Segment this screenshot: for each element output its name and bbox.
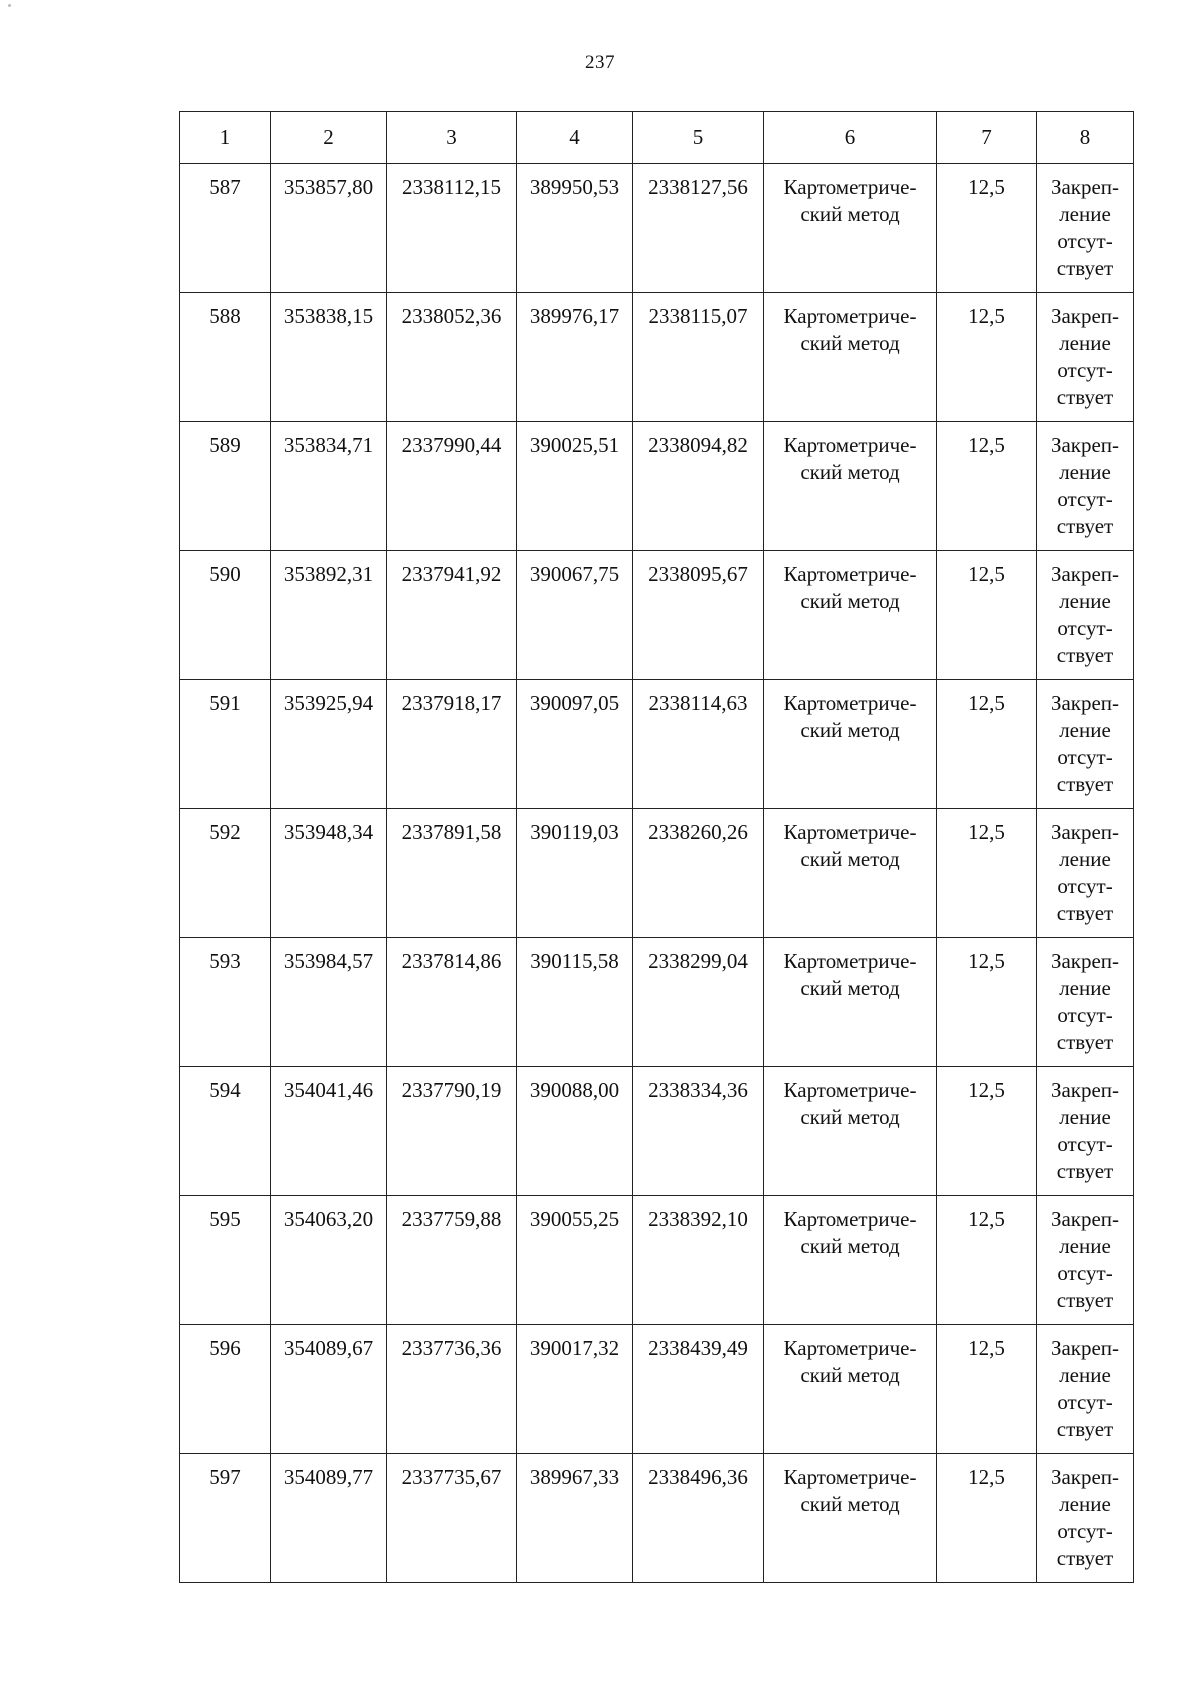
fixation-cell — [1037, 1454, 1134, 1583]
method-text-line: ский метод — [800, 718, 900, 742]
fixation-text-line: ление — [1059, 976, 1111, 1000]
fixation-text-line: ствует — [1056, 1030, 1114, 1054]
fixation-text-line: ствует — [1056, 256, 1114, 280]
method-text-line: Картометриче- — [783, 1465, 917, 1489]
fixation-text-line: Закреп- — [1050, 1078, 1120, 1102]
coordinate-cell: 390115,58 — [517, 938, 633, 1067]
coordinate-cell: 389976,17 — [517, 293, 633, 422]
coordinate-cell: 390088,00 — [517, 1067, 633, 1196]
fixation-cell — [1037, 293, 1134, 422]
coordinate-cell: 2338334,36 — [633, 1067, 764, 1196]
method-cell — [764, 164, 937, 293]
coordinate-cell: 390067,75 — [517, 551, 633, 680]
method-text-line: ский метод — [800, 976, 900, 1000]
fixation-text-line: ление — [1059, 1105, 1111, 1129]
accuracy-cell: 12,5 — [937, 422, 1037, 551]
fixation-text-line: отсут- — [1057, 1261, 1113, 1285]
coordinate-cell: 390017,32 — [517, 1325, 633, 1454]
table-row — [180, 809, 1134, 938]
table-row — [180, 551, 1134, 680]
fixation-text-line: отсут- — [1057, 1132, 1113, 1156]
coordinate-cell: 2338299,04 — [633, 938, 764, 1067]
fixation-text-line: ление — [1059, 847, 1111, 871]
method-text-line: Картометриче- — [783, 175, 917, 199]
point-number-cell: 596 — [180, 1325, 271, 1454]
column-header: 8 — [1037, 112, 1134, 164]
method-text-line: Картометриче- — [783, 691, 917, 715]
method-text-line: Картометриче- — [783, 433, 917, 457]
fixation-text-line: ствует — [1056, 1159, 1114, 1183]
fixation-text-line: ствует — [1056, 772, 1114, 796]
fixation-text-line: ление — [1059, 718, 1111, 742]
point-number-cell: 597 — [180, 1454, 271, 1583]
method-text-line: ский метод — [800, 1105, 900, 1129]
method-text-line: ский метод — [800, 1492, 900, 1516]
fixation-text-line: ствует — [1056, 643, 1114, 667]
coordinate-cell: 390097,05 — [517, 680, 633, 809]
method-text-line: Картометриче- — [783, 1336, 917, 1360]
fixation-text-line: отсут- — [1057, 487, 1113, 511]
fixation-text-line: ствует — [1056, 385, 1114, 409]
column-header: 5 — [633, 112, 764, 164]
point-number-cell: 592 — [180, 809, 271, 938]
table-row — [180, 1325, 1134, 1454]
method-text-line: ский метод — [800, 1363, 900, 1387]
accuracy-cell: 12,5 — [937, 680, 1037, 809]
method-text-line: Картометриче- — [783, 562, 917, 586]
method-text-line: Картометриче- — [783, 820, 917, 844]
coordinate-cell: 353834,71 — [271, 422, 387, 551]
fixation-cell — [1037, 1067, 1134, 1196]
fixation-text-line: ствует — [1056, 1546, 1114, 1570]
fixation-text-line: Закреп- — [1050, 433, 1120, 457]
coordinate-cell: 353948,34 — [271, 809, 387, 938]
coordinate-cell: 2338496,36 — [633, 1454, 764, 1583]
fixation-text-line: ление — [1059, 1363, 1111, 1387]
coordinate-cell: 390055,25 — [517, 1196, 633, 1325]
coordinate-cell: 354089,77 — [271, 1454, 387, 1583]
method-text-line: Картометриче- — [783, 1207, 917, 1231]
fixation-text-line: Закреп- — [1050, 1207, 1120, 1231]
fixation-text-line: ление — [1059, 202, 1111, 226]
point-number-cell: 588 — [180, 293, 271, 422]
table-row — [180, 1454, 1134, 1583]
point-number-cell: 590 — [180, 551, 271, 680]
fixation-text-line: отсут- — [1057, 229, 1113, 253]
coordinate-cell: 2337814,86 — [387, 938, 517, 1067]
coordinate-cell: 353984,57 — [271, 938, 387, 1067]
coordinate-cell: 389967,33 — [517, 1454, 633, 1583]
fixation-text-line: ление — [1059, 331, 1111, 355]
coordinate-cell: 2338052,36 — [387, 293, 517, 422]
table-row — [180, 164, 1134, 293]
point-number-cell: 595 — [180, 1196, 271, 1325]
method-text-line: Картометриче- — [783, 949, 917, 973]
coordinate-cell: 353892,31 — [271, 551, 387, 680]
method-text-line: Картометриче- — [783, 1078, 917, 1102]
table-body — [180, 164, 1134, 1583]
fixation-text-line: Закреп- — [1050, 175, 1120, 199]
coordinate-cell: 2337941,92 — [387, 551, 517, 680]
table-row — [180, 1196, 1134, 1325]
coordinate-cell: 2338114,63 — [633, 680, 764, 809]
fixation-text-line: отсут- — [1057, 745, 1113, 769]
coordinate-cell: 2338392,10 — [633, 1196, 764, 1325]
coordinate-cell: 2338439,49 — [633, 1325, 764, 1454]
method-cell — [764, 938, 937, 1067]
coordinate-cell: 2338115,07 — [633, 293, 764, 422]
point-number-cell: 589 — [180, 422, 271, 551]
method-text-line: ский метод — [800, 331, 900, 355]
coordinate-cell: 2338094,82 — [633, 422, 764, 551]
coordinate-cell: 353925,94 — [271, 680, 387, 809]
accuracy-cell: 12,5 — [937, 551, 1037, 680]
column-header: 1 — [180, 112, 271, 164]
method-text-line: ский метод — [800, 589, 900, 613]
fixation-text-line: ление — [1059, 589, 1111, 613]
method-cell — [764, 293, 937, 422]
table-row — [180, 293, 1134, 422]
fixation-text-line: Закреп- — [1050, 949, 1120, 973]
coordinate-cell: 354041,46 — [271, 1067, 387, 1196]
coordinates-table — [179, 111, 1134, 1583]
coordinate-cell: 2338127,56 — [633, 164, 764, 293]
method-text-line: ский метод — [800, 202, 900, 226]
accuracy-cell: 12,5 — [937, 1325, 1037, 1454]
coordinate-cell: 389950,53 — [517, 164, 633, 293]
accuracy-cell: 12,5 — [937, 1067, 1037, 1196]
fixation-text-line: ствует — [1056, 1288, 1114, 1312]
fixation-text-line: ствует — [1056, 1417, 1114, 1441]
accuracy-cell: 12,5 — [937, 1454, 1037, 1583]
scan-speck — [8, 4, 11, 7]
coordinate-cell: 2337891,58 — [387, 809, 517, 938]
fixation-text-line: ствует — [1056, 901, 1114, 925]
method-cell — [764, 1067, 937, 1196]
fixation-cell — [1037, 1325, 1134, 1454]
coordinate-cell: 2337759,88 — [387, 1196, 517, 1325]
coordinate-cell: 390025,51 — [517, 422, 633, 551]
table-row — [180, 1067, 1134, 1196]
coordinate-cell: 2337918,17 — [387, 680, 517, 809]
coordinate-cell: 2337990,44 — [387, 422, 517, 551]
column-header: 2 — [271, 112, 387, 164]
coordinate-cell: 2338112,15 — [387, 164, 517, 293]
accuracy-cell: 12,5 — [937, 293, 1037, 422]
method-cell — [764, 809, 937, 938]
coordinate-cell: 390119,03 — [517, 809, 633, 938]
fixation-text-line: ление — [1059, 460, 1111, 484]
fixation-cell — [1037, 680, 1134, 809]
coordinate-cell: 354063,20 — [271, 1196, 387, 1325]
fixation-text-line: Закреп- — [1050, 1465, 1120, 1489]
fixation-text-line: Закреп- — [1050, 562, 1120, 586]
fixation-cell — [1037, 1196, 1134, 1325]
point-number-cell: 594 — [180, 1067, 271, 1196]
fixation-text-line: ление — [1059, 1492, 1111, 1516]
coordinate-cell: 2337736,36 — [387, 1325, 517, 1454]
table-row — [180, 422, 1134, 551]
fixation-cell — [1037, 164, 1134, 293]
coordinate-cell: 2337790,19 — [387, 1067, 517, 1196]
fixation-text-line: отсут- — [1057, 1003, 1113, 1027]
coordinate-cell: 353857,80 — [271, 164, 387, 293]
coordinate-cell: 354089,67 — [271, 1325, 387, 1454]
table-row — [180, 938, 1134, 1067]
fixation-cell — [1037, 551, 1134, 680]
coordinate-cell: 2338095,67 — [633, 551, 764, 680]
column-header: 4 — [517, 112, 633, 164]
point-number-cell: 593 — [180, 938, 271, 1067]
coordinate-cell: 2338260,26 — [633, 809, 764, 938]
fixation-cell — [1037, 422, 1134, 551]
coordinate-cell: 353838,15 — [271, 293, 387, 422]
method-cell — [764, 1196, 937, 1325]
fixation-text-line: Закреп- — [1050, 820, 1120, 844]
fixation-text-line: отсут- — [1057, 1390, 1113, 1414]
fixation-text-line: Закреп- — [1050, 304, 1120, 328]
fixation-text-line: ствует — [1056, 514, 1114, 538]
fixation-text-line: отсут- — [1057, 874, 1113, 898]
fixation-text-line: Закреп- — [1050, 691, 1120, 715]
point-number-cell: 591 — [180, 680, 271, 809]
method-cell — [764, 422, 937, 551]
accuracy-cell: 12,5 — [937, 809, 1037, 938]
method-text-line: ский метод — [800, 847, 900, 871]
accuracy-cell: 12,5 — [937, 164, 1037, 293]
method-text-line: Картометриче- — [783, 304, 917, 328]
method-cell — [764, 551, 937, 680]
fixation-text-line: отсут- — [1057, 358, 1113, 382]
fixation-text-line: отсут- — [1057, 616, 1113, 640]
method-cell — [764, 1454, 937, 1583]
coordinate-cell: 2337735,67 — [387, 1454, 517, 1583]
method-text-line: ский метод — [800, 460, 900, 484]
method-cell — [764, 680, 937, 809]
point-number-cell: 587 — [180, 164, 271, 293]
accuracy-cell: 12,5 — [937, 938, 1037, 1067]
method-cell — [764, 1325, 937, 1454]
column-header: 6 — [764, 112, 937, 164]
page-number: 237 — [585, 52, 615, 73]
fixation-cell — [1037, 809, 1134, 938]
accuracy-cell: 12,5 — [937, 1196, 1037, 1325]
column-header: 7 — [937, 112, 1037, 164]
method-text-line: ский метод — [800, 1234, 900, 1258]
fixation-text-line: ление — [1059, 1234, 1111, 1258]
column-header: 3 — [387, 112, 517, 164]
fixation-text-line: отсут- — [1057, 1519, 1113, 1543]
fixation-text-line: Закреп- — [1050, 1336, 1120, 1360]
fixation-cell — [1037, 938, 1134, 1067]
table-header-row — [180, 112, 1134, 164]
table-row — [180, 680, 1134, 809]
